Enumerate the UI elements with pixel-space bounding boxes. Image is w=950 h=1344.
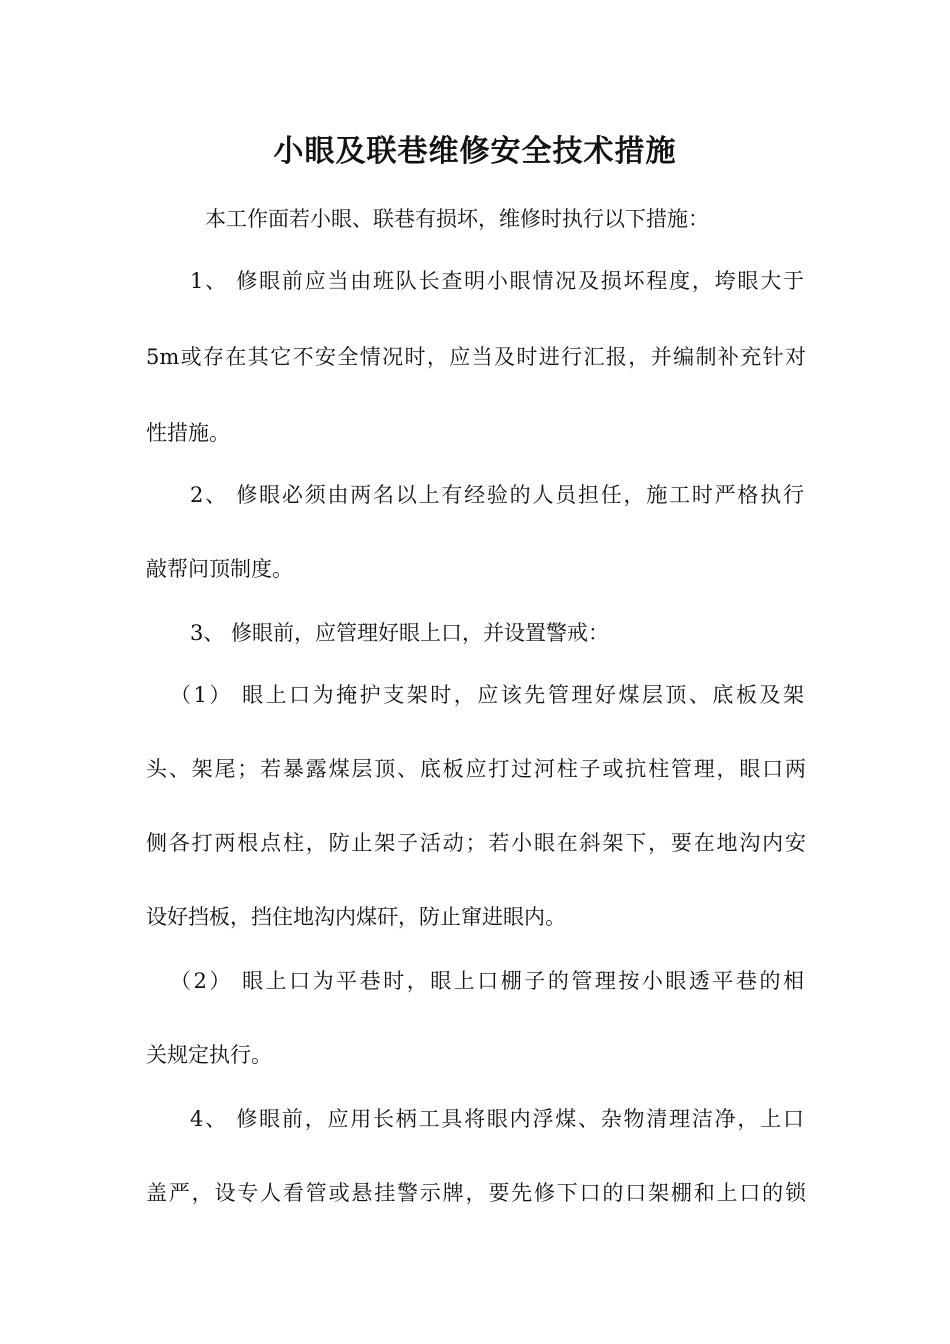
item-4-line-1: 4、 修眼前，应用长柄工具将眼内浮煤、杂物清理洁净，上口	[190, 1107, 804, 1131]
sub-item-1-line-3: 侧各打两根点柱，防止架子活动；若小眼在斜架下，要在地沟内安	[146, 831, 806, 855]
item-4-line-2: 盖严，设专人看管或悬挂警示牌，要先修下口的口架棚和上口的锁	[146, 1181, 806, 1205]
item-1-line-3: 性措施。	[146, 421, 230, 445]
intro-paragraph: 本工作面若小眼、联巷有损坏，维修时执行以下措施：	[205, 207, 709, 231]
sub-item-1-line-2: 头、架尾；若暴露煤层顶、底板应打过河柱子或抗柱管理，眼口两	[146, 757, 806, 781]
item-2-line-1: 2、 修眼必须由两名以上有经验的人员担任，施工时严格执行	[190, 483, 804, 507]
item-1-line-1: 1、 修眼前应当由班队长查明小眼情况及损坏程度，垮眼大于	[190, 269, 804, 293]
sub-item-1-line-1: （1） 眼上口为掩护支架时，应该先管理好煤层顶、底板及架	[170, 683, 804, 707]
document-title: 小眼及联巷维修安全技术措施	[273, 134, 677, 169]
item-2-line-2: 敲帮问顶制度。	[146, 557, 293, 581]
item-1-line-2: 5m或存在其它不安全情况时，应当及时进行汇报，并编制补充针对	[146, 345, 806, 369]
sub-item-2-line-2: 关规定执行。	[146, 1043, 272, 1067]
sub-item-1-line-4: 设好挡板，挡住地沟内煤矸，防止窜进眼内。	[146, 905, 566, 929]
item-3-line-1: 3、 修眼前，应管理好眼上口，并设置警戒：	[190, 621, 610, 645]
sub-item-2-line-1: （2） 眼上口为平巷时，眼上口棚子的管理按小眼透平巷的相	[170, 969, 804, 993]
